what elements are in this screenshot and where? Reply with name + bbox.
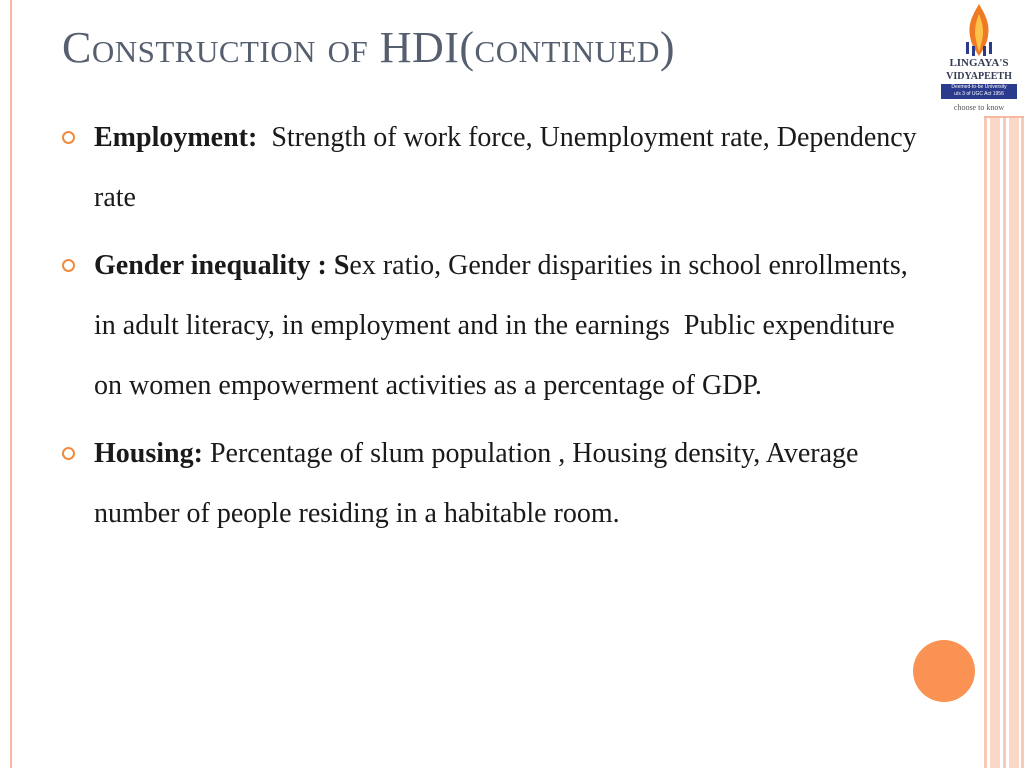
stripe (990, 118, 1000, 768)
item-term: Gender inequality : S (94, 250, 350, 281)
stripe (1009, 118, 1019, 768)
flame-icon (962, 2, 996, 58)
item-text: ex ratio, Gender disparities in school enrollments, in adult literacy, in employment and in the earnings Public expenditure on women empowerment activities as a percentage of GDP. (94, 250, 915, 401)
item-term: Housing: (94, 438, 203, 469)
logo-subname: VIDYAPEETH (946, 71, 1012, 82)
bullet-ring-icon (62, 259, 75, 272)
stripe (1003, 118, 1006, 768)
logo-badge (941, 84, 1017, 99)
logo-badge-line1: Deemed-to-be University (951, 84, 1007, 90)
logo-tagline: choose to know (953, 103, 1005, 112)
bullet-ring-icon (62, 131, 75, 144)
stripe (984, 118, 987, 768)
logo-badge-line2: u/s 3 of UGC Act 1956 (954, 91, 1004, 97)
item-text: Percentage of slum population , Housing density, Average number of people residing in a habitable room. (94, 438, 866, 529)
slide-title: Construction of HDI(continued) (62, 23, 676, 72)
item-term: Employment: (94, 122, 258, 153)
list-item (62, 108, 922, 228)
bullet-ring-icon (62, 447, 75, 460)
list-item (62, 424, 922, 544)
logo-name: LINGAYA'S (949, 57, 1009, 69)
item-text: Strength of work force, Unemployment rate, Dependency rate (94, 122, 924, 213)
decorative-orange-circle (913, 640, 975, 702)
bullet-list (62, 108, 922, 552)
list-item (62, 236, 922, 416)
university-logo (934, 0, 1024, 116)
left-divider-line (10, 0, 12, 768)
decorative-stripes (984, 118, 1024, 768)
